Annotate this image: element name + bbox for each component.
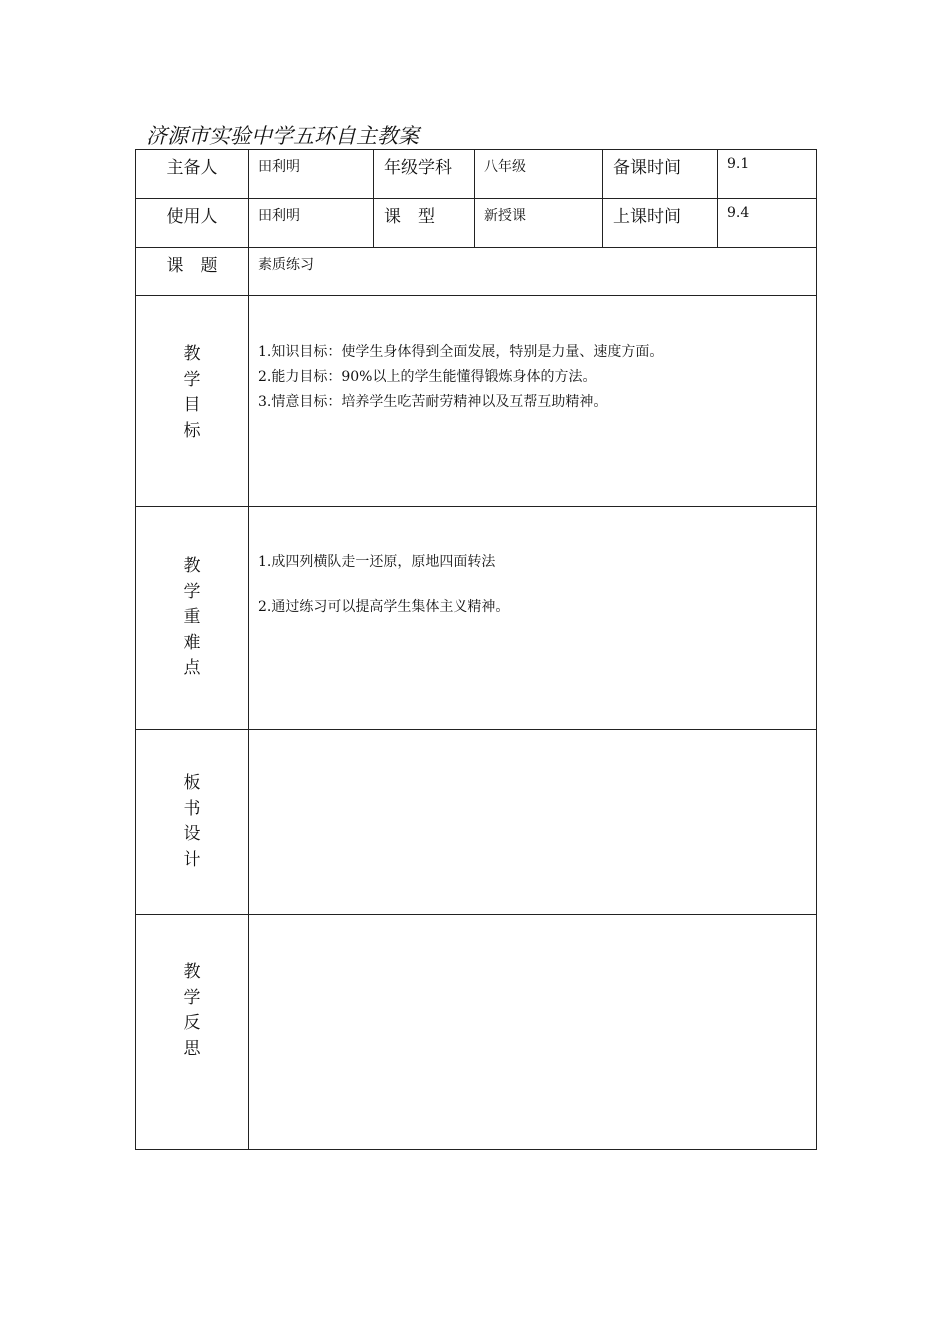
goal-line: 1.知识目标：使学生身体得到全面发展，特别是力量、速度方面。 [258, 344, 664, 360]
key-points-label: 教 学 重 难 点 [136, 507, 249, 730]
reflection-label: 教 学 反 思 [136, 915, 249, 1150]
goals-content [249, 296, 817, 507]
key-points-row [136, 507, 817, 730]
user-label: 使用人 [136, 199, 249, 248]
class-time-value: 9.4 [718, 199, 817, 248]
reflection-row [136, 915, 817, 1150]
board-design-content [249, 730, 817, 915]
header-row-2 [136, 199, 817, 248]
topic-value: 素质练习 [249, 248, 817, 296]
prep-time-value: 9.1 [718, 150, 817, 199]
grade-subject-value: 八年级 [475, 150, 603, 199]
goals-label: 教 学 目 标 [136, 296, 249, 507]
board-design-label: 板 书 设 计 [136, 730, 249, 915]
prep-time-label: 备课时间 [603, 150, 718, 199]
key-points-content [249, 507, 817, 730]
lesson-type-label: 课 型 [374, 199, 475, 248]
topic-label: 课 题 [136, 248, 249, 296]
preparer-label: 主备人 [136, 150, 249, 199]
key-point-line: 2.通过练习可以提高学生集体主义精神。 [258, 599, 510, 615]
preparer-value: 田利明 [249, 150, 374, 199]
topic-row [136, 248, 817, 296]
goal-line: 2.能力目标：90%以上的学生能懂得锻炼身体的方法。 [258, 369, 597, 385]
class-time-label: 上课时间 [603, 199, 718, 248]
header-row-1 [136, 150, 817, 199]
goal-line: 3.情意目标：培养学生吃苦耐劳精神以及互帮互助精神。 [258, 394, 608, 410]
lesson-plan-table [135, 149, 817, 1150]
board-design-row [136, 730, 817, 915]
lesson-type-value: 新授课 [475, 199, 603, 248]
document-title: 济源市实验中学五环自主教案 [146, 124, 419, 148]
goals-row [136, 296, 817, 507]
grade-subject-label: 年级学科 [374, 150, 475, 199]
reflection-content [249, 915, 817, 1150]
key-point-line: 1.成四列横队走一还原，原地四面转法 [258, 554, 496, 570]
user-value: 田利明 [249, 199, 374, 248]
